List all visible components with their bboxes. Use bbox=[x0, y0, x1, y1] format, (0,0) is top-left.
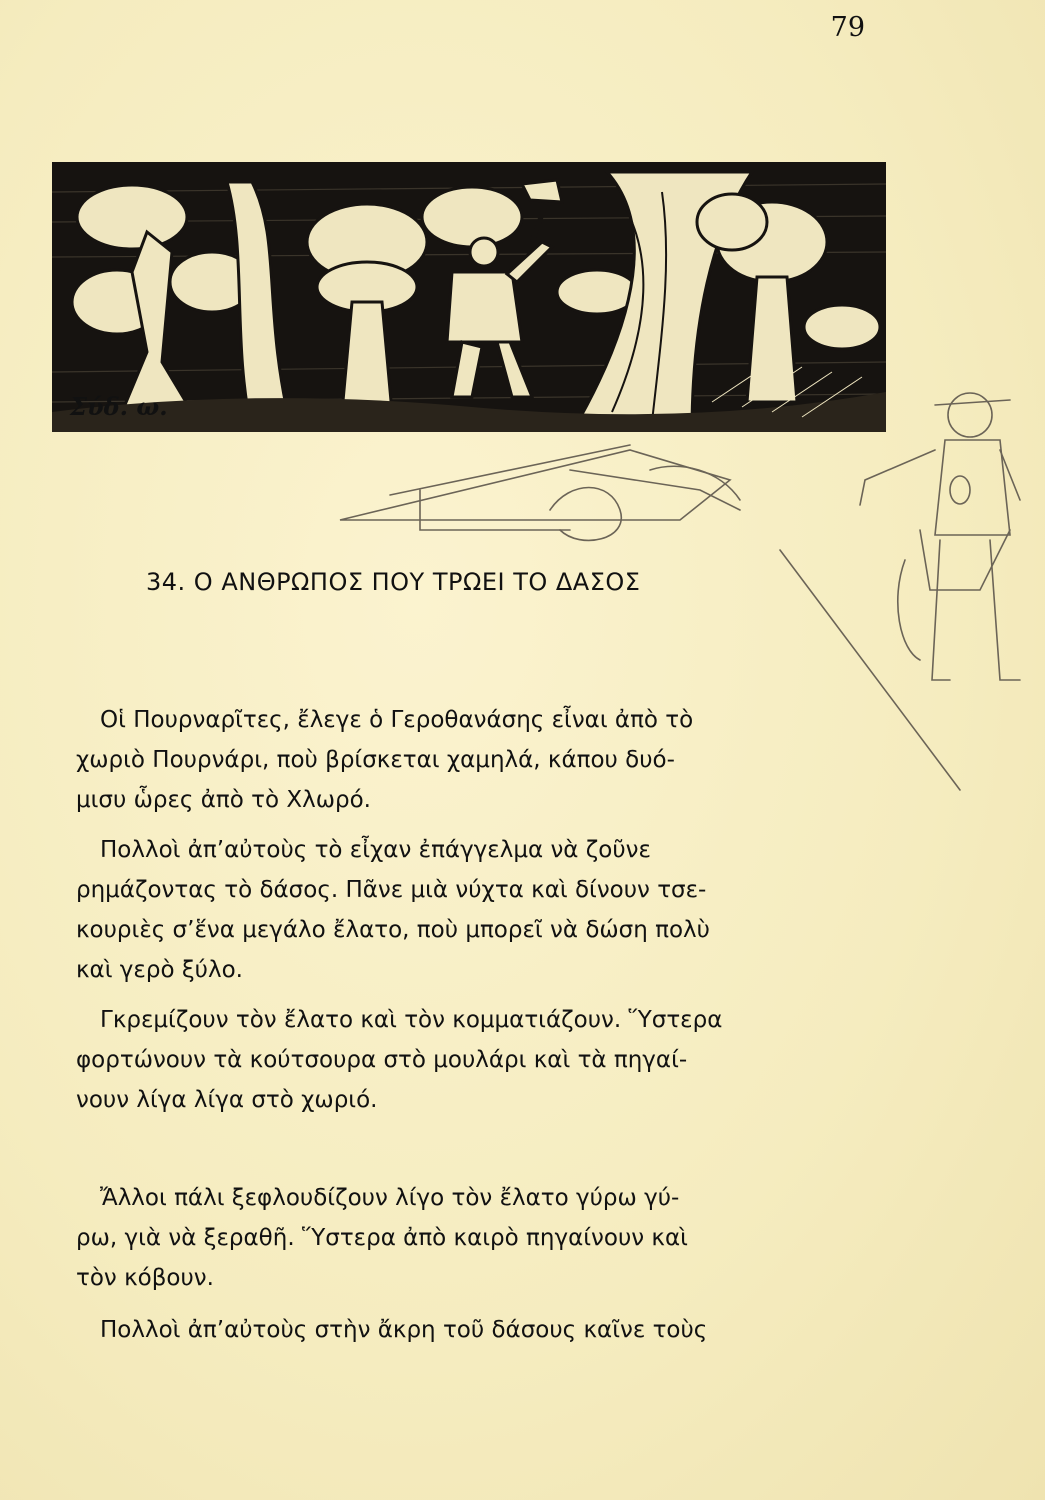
paragraph-2 bbox=[76, 830, 906, 990]
text-line: νουν λίγα λίγα στὸ χωριό. bbox=[76, 1087, 378, 1113]
text-line: χωριὸ Πουρνάρι, ποὺ βρίσκεται χαμηλά, κάπου δυό- bbox=[76, 747, 675, 773]
artist-signature: Σύδ. ω. bbox=[70, 392, 168, 421]
paragraph-5 bbox=[76, 1310, 906, 1350]
text-line: Πολλοὶ ἀπ’αὐτοὺς τὸ εἶχαν ἐπάγγελμα νὰ ζοῦνε bbox=[100, 837, 651, 863]
text-line: κουριὲς σ’ἕνα μεγάλο ἔλατο, ποὺ μπορεῖ νὰ δώση πολὺ bbox=[76, 917, 710, 943]
page-number: 79 bbox=[830, 12, 865, 43]
text-line: καὶ γερὸ ξύλο. bbox=[76, 957, 243, 983]
text-line: Γκρεμίζουν τὸν ἔλατο καὶ τὸν κομματιάζουν. Ὕστερα bbox=[100, 1007, 723, 1033]
paragraph-3 bbox=[76, 1000, 906, 1120]
paragraph-4 bbox=[76, 1178, 906, 1298]
text-line: Πολλοὶ ἀπ’αὐτοὺς στὴν ἄκρη τοῦ δάσους καῖνε τοὺς bbox=[100, 1317, 708, 1343]
text-line: ρημάζοντας τὸ δάσος. Πᾶνε μιὰ νύχτα καὶ δίνουν τσε- bbox=[76, 877, 707, 903]
text-line: ρω, γιὰ νὰ ξεραθῆ. Ὕστερα ἀπὸ καιρὸ πηγαίνουν καὶ bbox=[76, 1225, 688, 1251]
chapter-title: 34. Ο ΑΝΘΡΩΠΟΣ ΠΟΥ ΤΡΩΕΙ ΤΟ ΔΑΣΟΣ bbox=[146, 568, 641, 596]
text-line: Οἱ Πουρναρῖτες, ἔλεγε ὁ Γεροθανάσης εἶναι ἀπὸ τὸ bbox=[100, 707, 694, 733]
paragraph-1 bbox=[76, 700, 906, 820]
show-through-text bbox=[50, 92, 930, 116]
text-line: Ἄλλοι πάλι ξεφλουδίζουν λίγο τὸν ἔλατο γύρω γύ- bbox=[100, 1185, 680, 1211]
text-line: φορτώνουν τὰ κούτσουρα στὸ μουλάρι καὶ τὰ πηγαί- bbox=[76, 1047, 688, 1073]
text-line: μισυ ὧρες ἀπὸ τὸ Χλωρό. bbox=[76, 787, 371, 813]
text-line: τὸν κόβουν. bbox=[76, 1265, 214, 1291]
